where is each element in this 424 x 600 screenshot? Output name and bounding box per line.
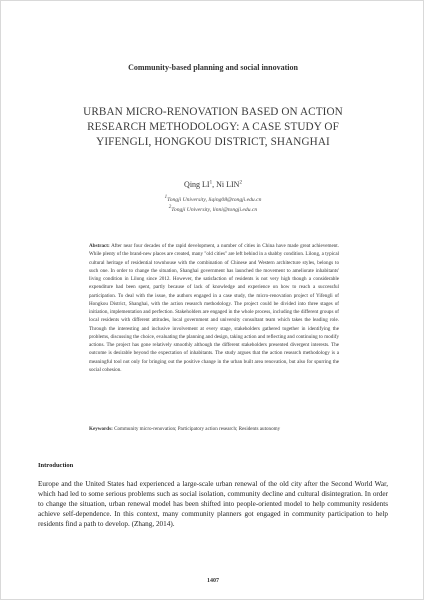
- author-name: Qing LI: [184, 180, 210, 189]
- affiliation: [1, 205, 424, 213]
- keywords-text: Community micro-renovation; Participatory action research; Residents autonomy: [114, 426, 281, 432]
- author-name: Ni LIN: [216, 180, 240, 189]
- abstract: [89, 242, 339, 374]
- affiliation: [1, 195, 424, 203]
- author-superscript: 1: [209, 180, 213, 186]
- affiliation-text: Tongji University, liqing08@tongji.edu.cn: [167, 196, 262, 203]
- author-superscript: 2: [239, 180, 242, 186]
- author-line: [1, 180, 424, 189]
- keywords-label: Keywords:: [89, 426, 113, 432]
- body-paragraph: Europe and the United States had experienced a large-scale urban renewal of the old city after the Second World War, which had led to some serious problems such as social isolation, community decline and cultural disintegration. In order to change the situation, urban renewal model has been shifted into people-oriented model to help community residents achieve self-dependence. In this context, many community planners got engaged in community participation to help residents find a path to develop. (Zhang, 2014).: [38, 480, 388, 529]
- paper-title: URBAN MICRO-RENOVATION BASED ON ACTION RESEARCH METHODOLOGY: A CASE STUDY OF YIFENGLI, HONGKOU DISTRICT, SHANGHAI: [83, 106, 343, 148]
- page-number: 1407: [207, 578, 219, 584]
- abstract-text: After near four decades of the rapid development, a number of cities in China have made great achievement. While plenty of the brand-new places are created, many "old cities" are left behind in a shabby condition. Lilong, a typical cultural heritage of residential townhouse with the combination of Chinese and Western architecture styles, belongs to such one. In order to change the situation, Shanghai government has launched the movement to ameliorate inhabitants' living condition in Lilong since 2012. However, the satisfaction of residents is not very high though a considerable expenditure had been spent, partly because of lack of knowledge and experience on how to reach a successful participation. To deal with the issue, the authors engaged in a case study, the micro-renovation project of Yifengli of Hongkou District, Shanghai, with the action research methodology. The project could be divided into three stages of initiation, implementation and perfection. Stakeholders are engaged in the whole process, including the different groups of local residents with different attitudes, local government and university consultant team which takes the leading role. Through the interesting and inclusive involvement at every stage, stakeholders gathered together in identifying the problems, discussing the choice, evaluating the planning and design, taking action and reflecting and continuing to modify actions. The project has gone relatively smoothly although the different stakeholders presented divergent interests. The outcome is desirable beyond the expectation of inhabitants. The study argues that the action research methodology is a meaningful tool not only for bringing out the positive change in the urban built area renovation, but also for spurring the social cohesion.: [89, 243, 340, 373]
- author-separator: ,: [212, 180, 217, 189]
- abstract-label: Abstract:: [89, 243, 110, 249]
- affiliation-text: Tongji University, linni@tongji.edu.cn: [171, 206, 258, 213]
- keywords: [89, 425, 339, 433]
- running-head: Community-based planning and social innovation: [128, 63, 298, 72]
- section-heading: Introduction: [38, 462, 74, 469]
- affiliation-superscript: 1: [164, 195, 168, 200]
- affiliation-superscript: 2: [168, 205, 172, 210]
